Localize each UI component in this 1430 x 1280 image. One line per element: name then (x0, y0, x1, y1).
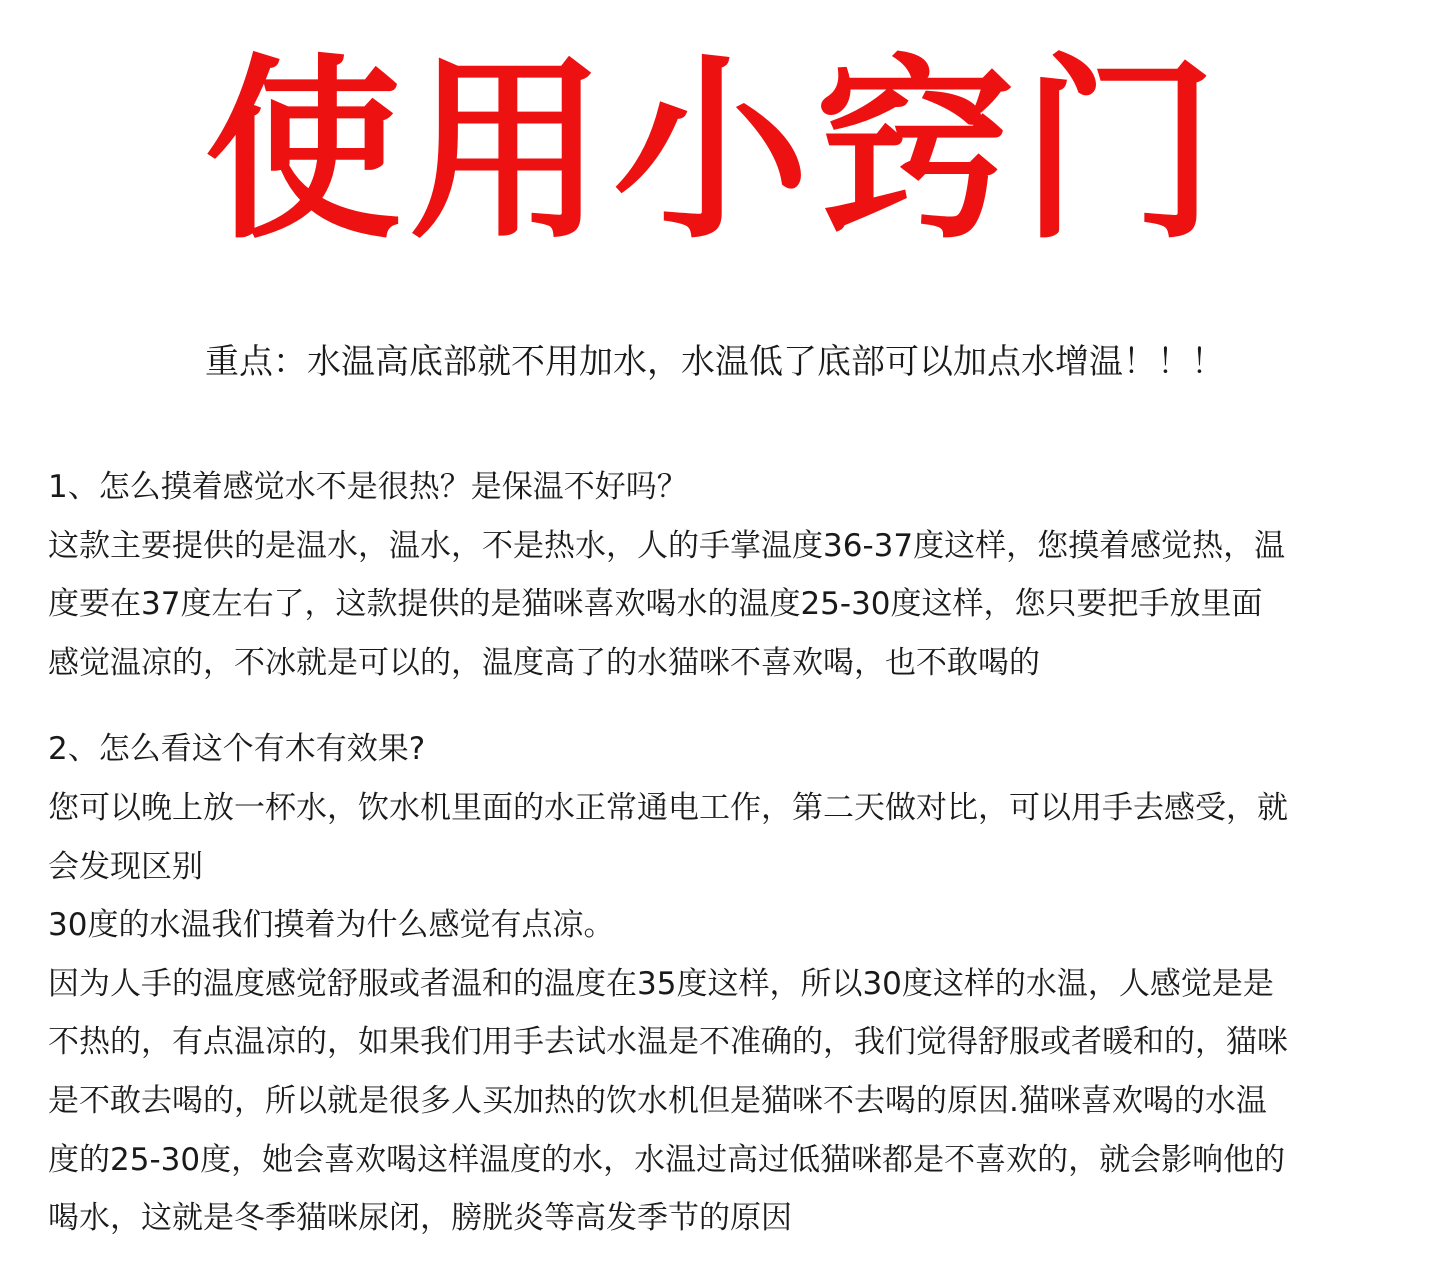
faq-answer-line: 度要在37度左右了，这款提供的是猫咪喜欢喝水的温度25-30度这样，您只要把手放里面 (48, 586, 1263, 623)
faq-answer-line: 感觉温凉的，不冰就是可以的，温度高了的水猫咪不喜欢喝，也不敢喝的 (48, 644, 1040, 681)
faq-answer-line: 您可以晚上放一杯水，饮水机里面的水正常通电工作，第二天做对比，可以用手去感受，就 (48, 789, 1288, 826)
faq-content (48, 458, 1418, 1248)
faq-answer-line: 因为人手的温度感觉舒服或者温和的温度在35度这样，所以30度这样的水温，人感觉是是 (48, 965, 1274, 1002)
faq-answer-line: 喝水，这就是冬季猫咪尿闭，膀胱炎等高发季节的原因 (48, 1200, 792, 1237)
faq-question: 2、怎么看这个有木有效果? (48, 731, 426, 768)
faq-item-2 (48, 720, 1418, 1247)
faq-item-1 (48, 458, 1418, 692)
faq-answer-line: 是不敢去喝的，所以就是很多人买加热的饮水机但是猫咪不去喝的原因.猫咪喜欢喝的水温 (48, 1082, 1267, 1119)
page-title: 使用小窍门 (204, 38, 1225, 266)
faq-answer-line: 度的25-30度，她会喜欢喝这样温度的水，水温过高过低猫咪都是不喜欢的，就会影响他的 (48, 1141, 1286, 1178)
faq-answer-line: 不热的，有点温凉的，如果我们用手去试水温是不准确的，我们觉得舒服或者暖和的，猫咪 (48, 1024, 1288, 1061)
faq-answer-line: 会发现区别 (48, 848, 203, 885)
faq-question: 1、怎么摸着感觉水不是很热？是保温不好吗？ (48, 469, 688, 505)
faq-answer-line: 这款主要提供的是温水，温水，不是热水，人的手掌温度36-37度这样，您摸着感觉热，温 (48, 527, 1286, 564)
faq-answer-line: 30度的水温我们摸着为什么感觉有点凉。 (48, 907, 615, 944)
key-note: 重点：水温高底部就不用加水，水温低了底部可以加点水增温！！！ (205, 342, 1225, 382)
